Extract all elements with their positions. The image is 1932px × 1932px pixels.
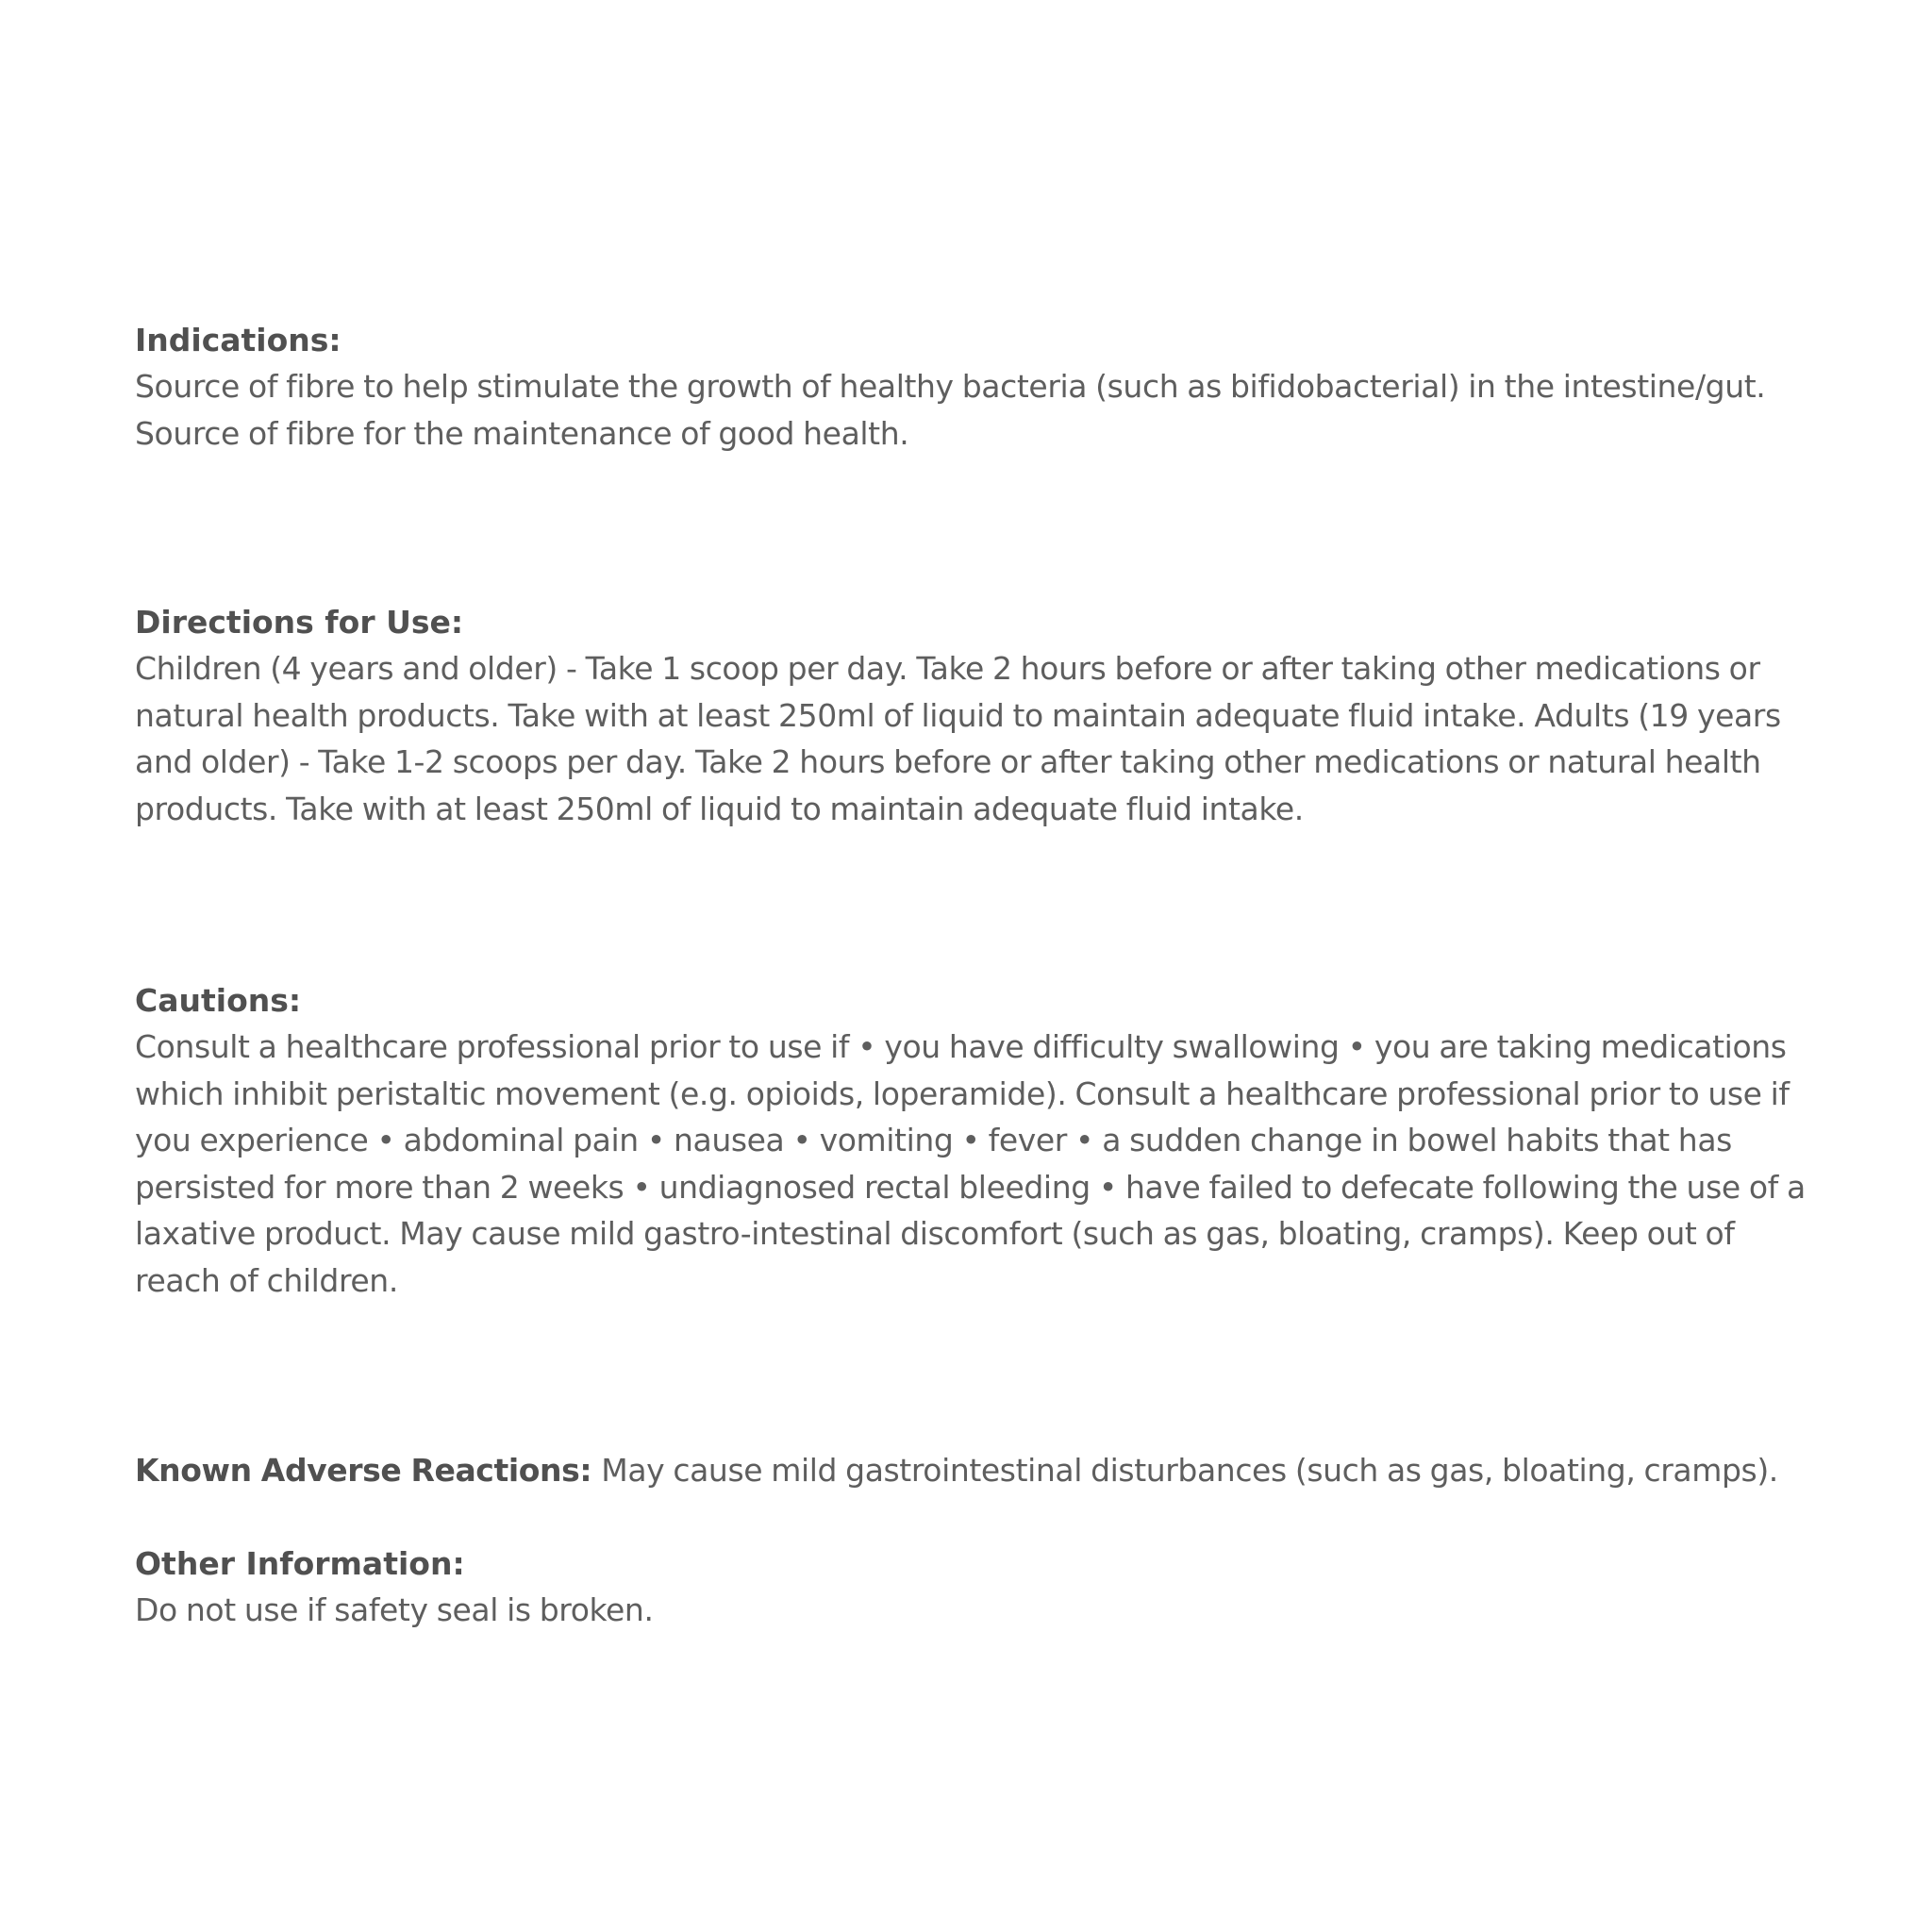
indications-section (135, 317, 1824, 457)
directions-text: Children (4 years and older) - Take 1 scoop per day. Take 2 hours before or after taking other medications or natural health products. Take with at least 250ml of liquid to maintain adequate fluid intake. Adults (19 years and older) - Take 1-2 scoops per day. Take 2 hours before or after taking other medications or natural health products. Take with at least 250ml of liquid to maintain adequate fluid intake. (135, 650, 1781, 827)
adverse-reactions-line (135, 1447, 1824, 1493)
adverse-reactions-heading: Known Adverse Reactions: (135, 1452, 602, 1489)
indications-heading: Indications: (135, 322, 341, 358)
directions-heading: Directions for Use: (135, 604, 464, 641)
directions-section (135, 599, 1824, 832)
adverse-reactions-section (135, 1447, 1824, 1493)
indications-text: Source of fibre to help stimulate the growth of healthy bacteria (such as bifidobacterial) in the intestine/gut. Source of fibre for the maintenance of good health. (135, 368, 1766, 452)
other-information-section (135, 1541, 1824, 1634)
cautions-text: Consult a healthcare professional prior to use if • you have difficulty swallowing • you are taking medications which inhibit peristaltic movement (e.g. opioids, loperamide). Consult a healthcare professional prior to use if you experience • abdominal pain • nausea • vomiting • fever • a sudden change in bowel habits that has persisted for more than 2 weeks • undiagnosed rectal bleeding • have failed to defecate following the use of a laxative product. May cause mild gastro-intestinal discomfort (such as gas, bloating, cramps). Keep out of reach of children. (135, 1028, 1806, 1299)
cautions-heading: Cautions: (135, 982, 302, 1019)
cautions-section (135, 977, 1824, 1305)
adverse-reactions-text: May cause mild gastrointestinal disturbances (such as gas, bloating, cramps). (601, 1452, 1778, 1489)
other-information-text: Do not use if safety seal is broken. (135, 1591, 654, 1628)
other-information-heading: Other Information: (135, 1545, 465, 1582)
